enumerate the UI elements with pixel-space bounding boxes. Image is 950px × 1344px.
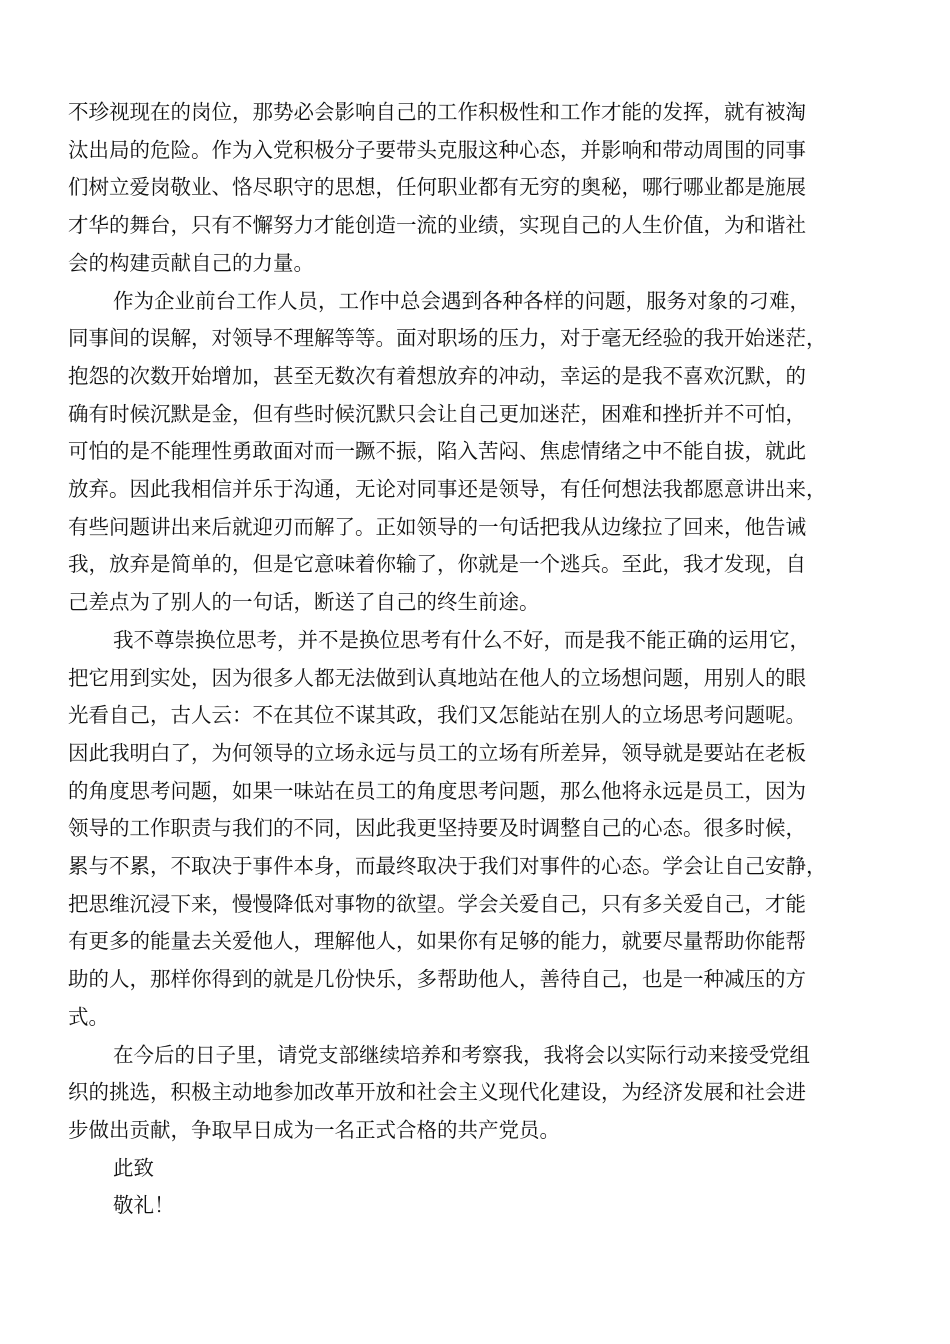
closing-line-1: 此致 [113,1155,154,1180]
text-line: 式。 [68,1004,109,1029]
text-line: 才华的舞台，只有不懈努力才能创造一流的业绩，实现自己的人生价值，为和谐社 [68,213,806,238]
text-line: 会的构建贡献自己的力量。 [68,250,314,275]
text-line: 把思维沉浸下来，慢慢降低对事物的欲望。学会关爱自己，只有多关爱自己，才能 [68,891,806,916]
text-line: 领导的工作职责与我们的不同，因此我更坚持要及时调整自己的心态。很多时候， [68,816,806,841]
paragraph-4 [68,1037,888,1150]
text-line: 己差点为了别人的一句话，断送了自己的终生前途。 [68,590,540,615]
text-line: 可怕的是不能理性勇敢面对而一蹶不振，陷入苦闷、焦虑情绪之中不能自拔，就此 [68,439,806,464]
text-line: 们树立爱岗敬业、恪尽职守的思想，任何职业都有无穷的奥秘，哪行哪业都是施展 [68,175,806,200]
text-line: 不珍视现在的岗位，那势必会影响自己的工作积极性和工作才能的发挥，就有被淘 [68,100,806,124]
text-line: 步做出贡献，争取早日成为一名正式合格的共产党员。 [68,1117,560,1142]
text-line: 有更多的能量去关爱他人，理解他人，如果你有足够的能力，就要尽量帮助你能帮 [68,929,806,954]
text-line: 织的挑选，积极主动地参加改革开放和社会主义现代化建设，为经济发展和社会进 [68,1080,806,1105]
text-line: 抱怨的次数开始增加，甚至无数次有着想放弃的冲动，幸运的是我不喜欢沉默，的 [68,363,806,388]
closing-line-2: 敬礼！ [113,1193,175,1218]
text-line: 我不尊崇换位思考，并不是换位思考有什么不好，而是我不能正确的运用它， [113,627,810,652]
paragraph-1 [68,94,888,283]
text-line: 累与不累，不取决于事件本身，而最终取决于我们对事件的心态。学会让自己安静， [68,854,827,879]
paragraph-3 [68,622,888,1037]
text-line: 确有时候沉默是金，但有些时候沉默只会让自己更加迷茫，困难和挫折并不可怕， [68,401,806,426]
text-line: 作为企业前台工作人员，工作中总会遇到各种各样的问题，服务对象的刁难， [113,288,810,313]
text-line: 光看自己，古人云：不在其位不谋其政，我们又怎能站在别人的立场思考问题呢。 [68,703,806,728]
text-line: 我，放弃是简单的，但是它意味着你输了，你就是一个逃兵。至此，我才发现，自 [68,552,806,577]
text-line: 同事间的误解，对领导不理解等等。面对职场的压力，对于毫无经验的我开始迷茫， [68,326,827,351]
text-line: 在今后的日子里，请党支部继续培养和考察我，我将会以实际行动来接受党组 [113,1042,810,1067]
text-line: 有些问题讲出来后就迎刃而解了。正如领导的一句话把我从边缘拉了回来，他告诫 [68,514,806,539]
closing-salutation [68,1150,888,1225]
paragraph-2 [68,283,888,622]
letter-body [68,94,888,1225]
text-line: 放弃。因此我相信并乐于沟通，无论对同事还是领导，有任何想法我都愿意讲出来， [68,477,827,502]
text-line: 汰出局的危险。作为入党积极分子要带头克服这种心态，并影响和带动周围的同事 [68,137,806,162]
text-line: 的角度思考问题，如果一味站在员工的角度思考问题，那么他将永远是员工，因为 [68,778,806,803]
text-line: 助的人，那样你得到的就是几份快乐，多帮助他人，善待自己，也是一种减压的方 [68,967,806,992]
text-line: 把它用到实处，因为很多人都无法做到认真地站在他人的立场想问题，用别人的眼 [68,665,806,690]
text-line: 因此我明白了，为何领导的立场永远与员工的立场有所差异，领导就是要站在老板 [68,740,806,765]
